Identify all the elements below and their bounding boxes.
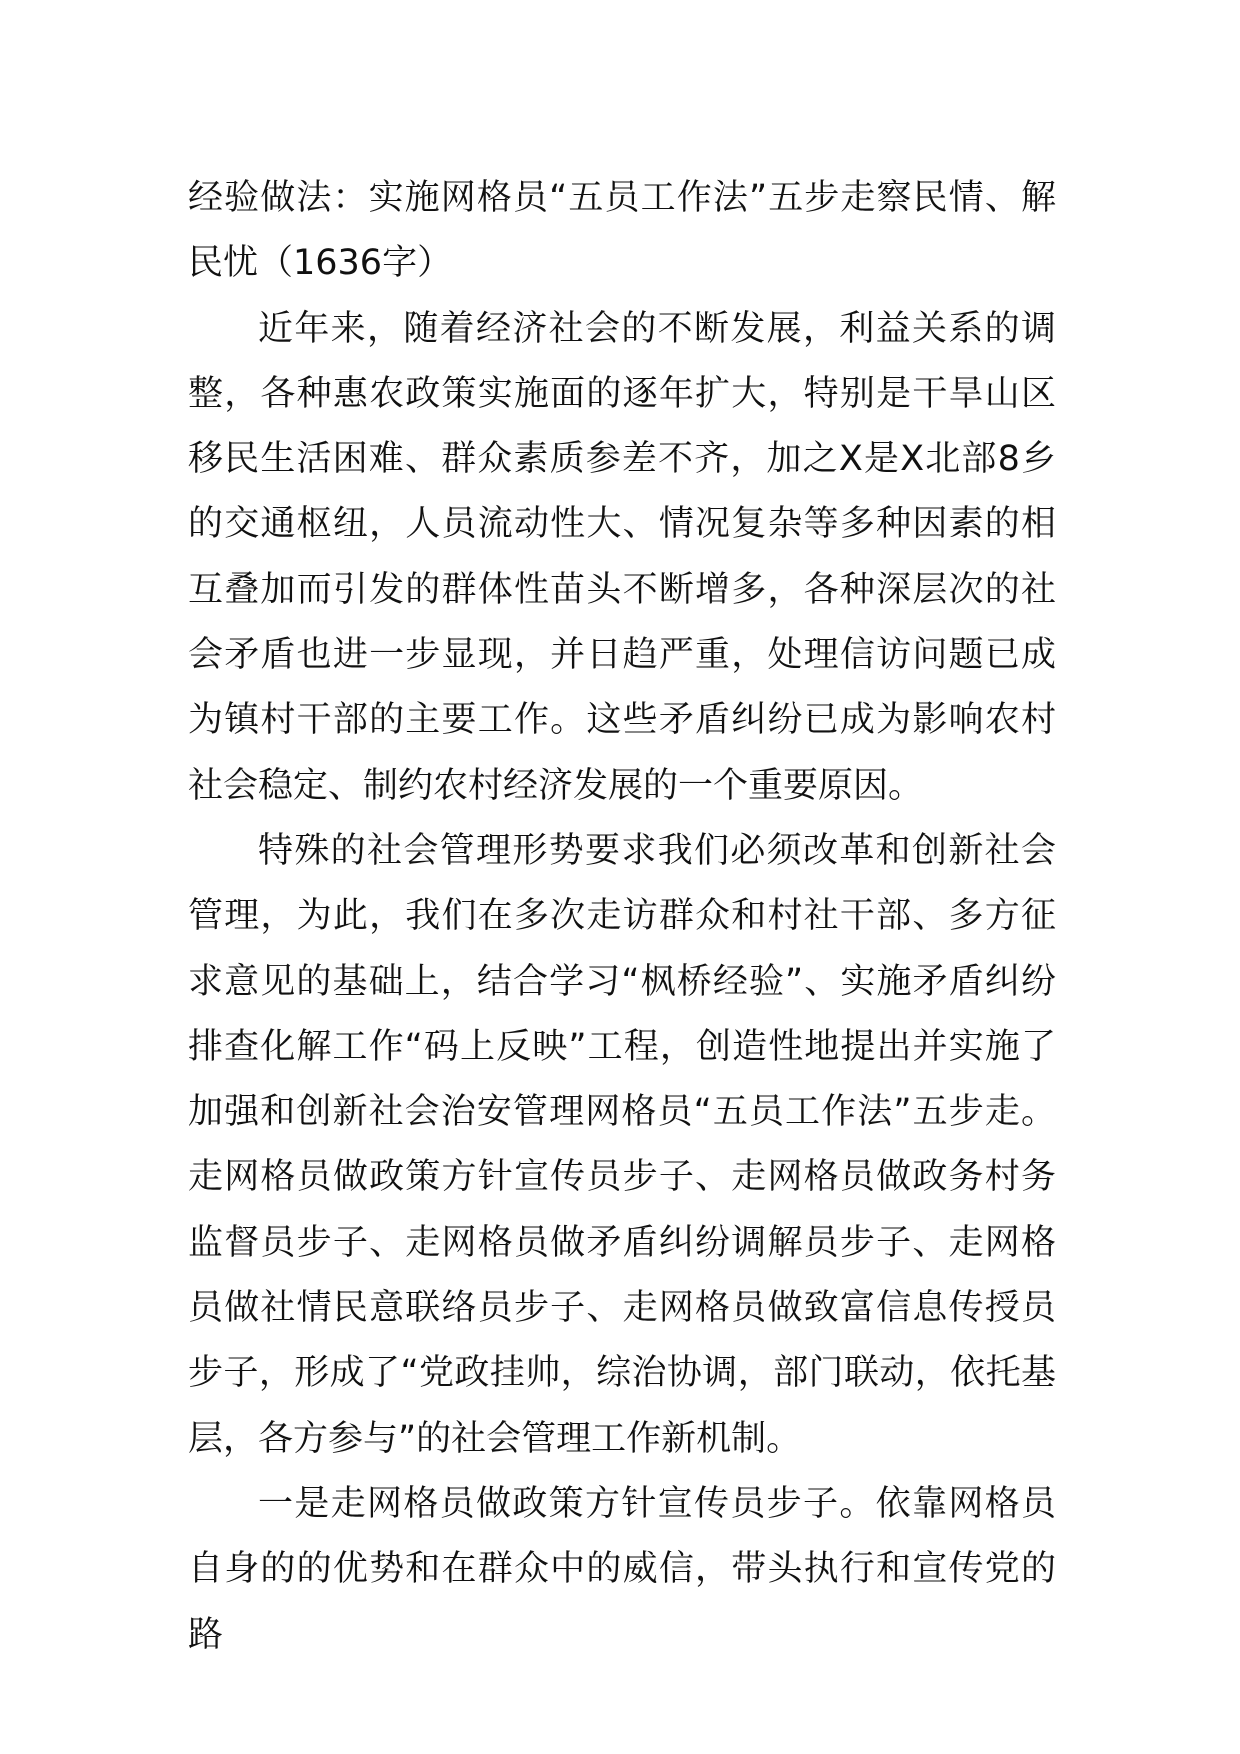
paragraph-intro: 近年来，随着经济社会的不断发展，利益关系的调整，各种惠农政策实施面的逐年扩大，特别是干旱山区移民生活困难、群众素质参差不齐，加之X是X北部8乡的交通枢纽，人员流动性大、情况复杂等多种因素的相互叠加而引发的群体性苗头不断增多，各种深层次的社会矛盾也进一步显现，并日趋严重，处理信访问题已成为镇村干部的主要工作。这些矛盾纠纷已成为影响农村社会稳定、制约农村经济发展的一个重要原因。 [188,308,1056,806]
paragraph-method: 特殊的社会管理形势要求我们必须改革和创新社会管理，为此，我们在多次走访群众和村社干部、多方征求意见的基础上，结合学习“枫桥经验”、实施矛盾纠纷排查化解工作“码上反映”工程，创造性地提出并实施了加强和创新社会治安管理网格员“五员工作法”五步走。走网格员做政策方针宣传员步子、走网格员做政务村务监督员步子、走网格员做矛盾纠纷调解员步子、走网格员做社情民意联络员步子、走网格员做致富信息传授员步子，形成了“党政挂帅，综治协调，部门联动，依托基层，各方参与”的社会管理工作新机制。 [188,830,1056,1459]
document-title: 经验做法：实施网格员“五员工作法”五步走察民情、解民忧（1636字） [188,178,1056,284]
paragraph-step-one: 一是走网格员做政策方针宣传员步子。依靠网格员自身的的优势和在群众中的威信，带头执行和宣传党的路 [188,1483,1056,1655]
document-body [188,166,1056,1668]
